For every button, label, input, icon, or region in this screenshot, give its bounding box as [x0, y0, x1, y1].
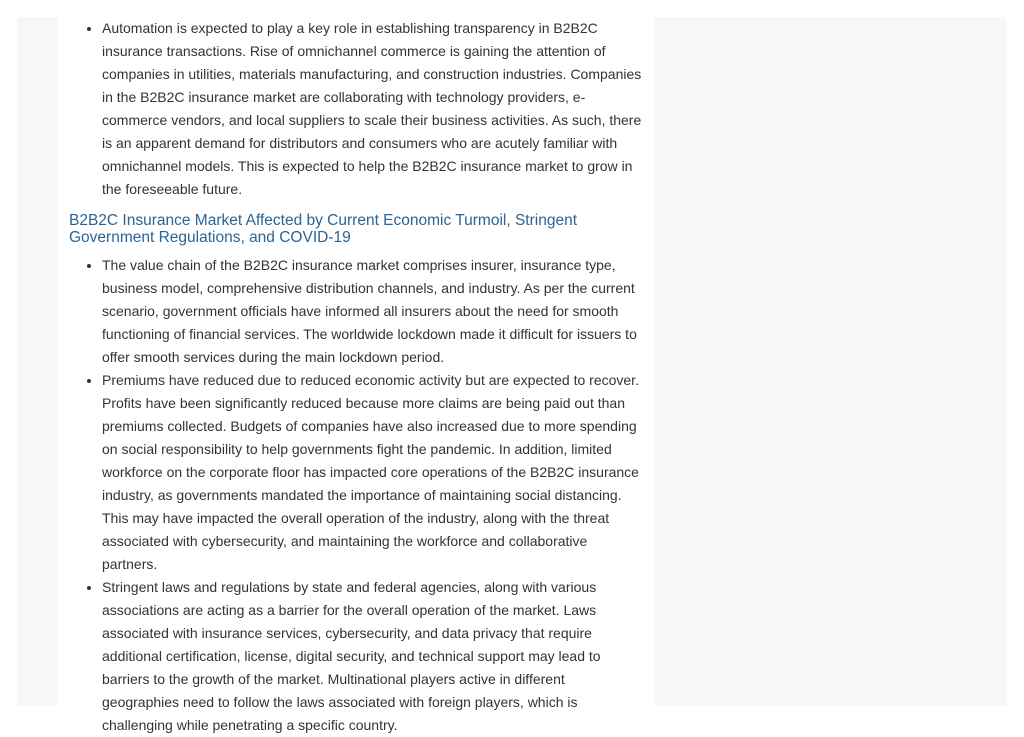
- section-heading: B2B2C Insurance Market Affected by Current Economic Turmoil, Stringent Government Regulations, and COVID-19: [69, 212, 578, 246]
- sidebar-panel: [655, 17, 1006, 706]
- article-body: [69, 17, 645, 737]
- list-item: • Automation is expected to play a key role in establishing transparency in B2B2C insurance transactions. Rise of omnichannel commerce is gaining the attention of companies in utilities, materials manufacturing, and construction industries. Companies in the B2B2C insurance market are collaborating with technology providers, e-commerce vendors, and local suppliers to scale their business activities. As such, there is an apparent demand for distributors and consumers who are acutely familiar with omnichannel models. This is expected to help the B2B2C insurance market to grow in the foreseeable future.: [102, 17, 645, 201]
- section-bullet-list: [69, 254, 645, 737]
- intro-bullet-list: [69, 17, 645, 201]
- list-item: • Stringent laws and regulations by state and federal agencies, along with various associations are acting as a barrier for the overall operation of the market. Laws associated with insurance services, cybersecurity, and data privacy that require additional certification, license, digital security, and technical support may lead to barriers to the growth of the market. Multinational players active in different geographies need to follow the laws associated with foreign players, which is challenging while penetrating a specific country.: [102, 576, 645, 737]
- list-item: • The value chain of the B2B2C insurance market comprises insurer, insurance type, business model, comprehensive distribution channels, and industry. As per the current scenario, government officials have informed all insurers about the need for smooth functioning of financial services. The worldwide lockdown made it difficult for issuers to offer smooth services during the main lockdown period.: [102, 254, 645, 369]
- left-gutter: [17, 17, 57, 706]
- list-item: • Premiums have reduced due to reduced economic activity but are expected to recover. Profits have been significantly reduced because more claims are being paid out than premiums collected. Budgets of companies have also increased due to more spending on social responsibility to help governments fight the pandemic. In addition, limited workforce on the corporate floor has impacted core operations of the B2B2C insurance industry, as governments mandated the importance of maintaining social distancing. This may have impacted the overall operation of the industry, along with the threat associated with cybersecurity, and maintaining the workforce and collaborative partners.: [102, 369, 645, 576]
